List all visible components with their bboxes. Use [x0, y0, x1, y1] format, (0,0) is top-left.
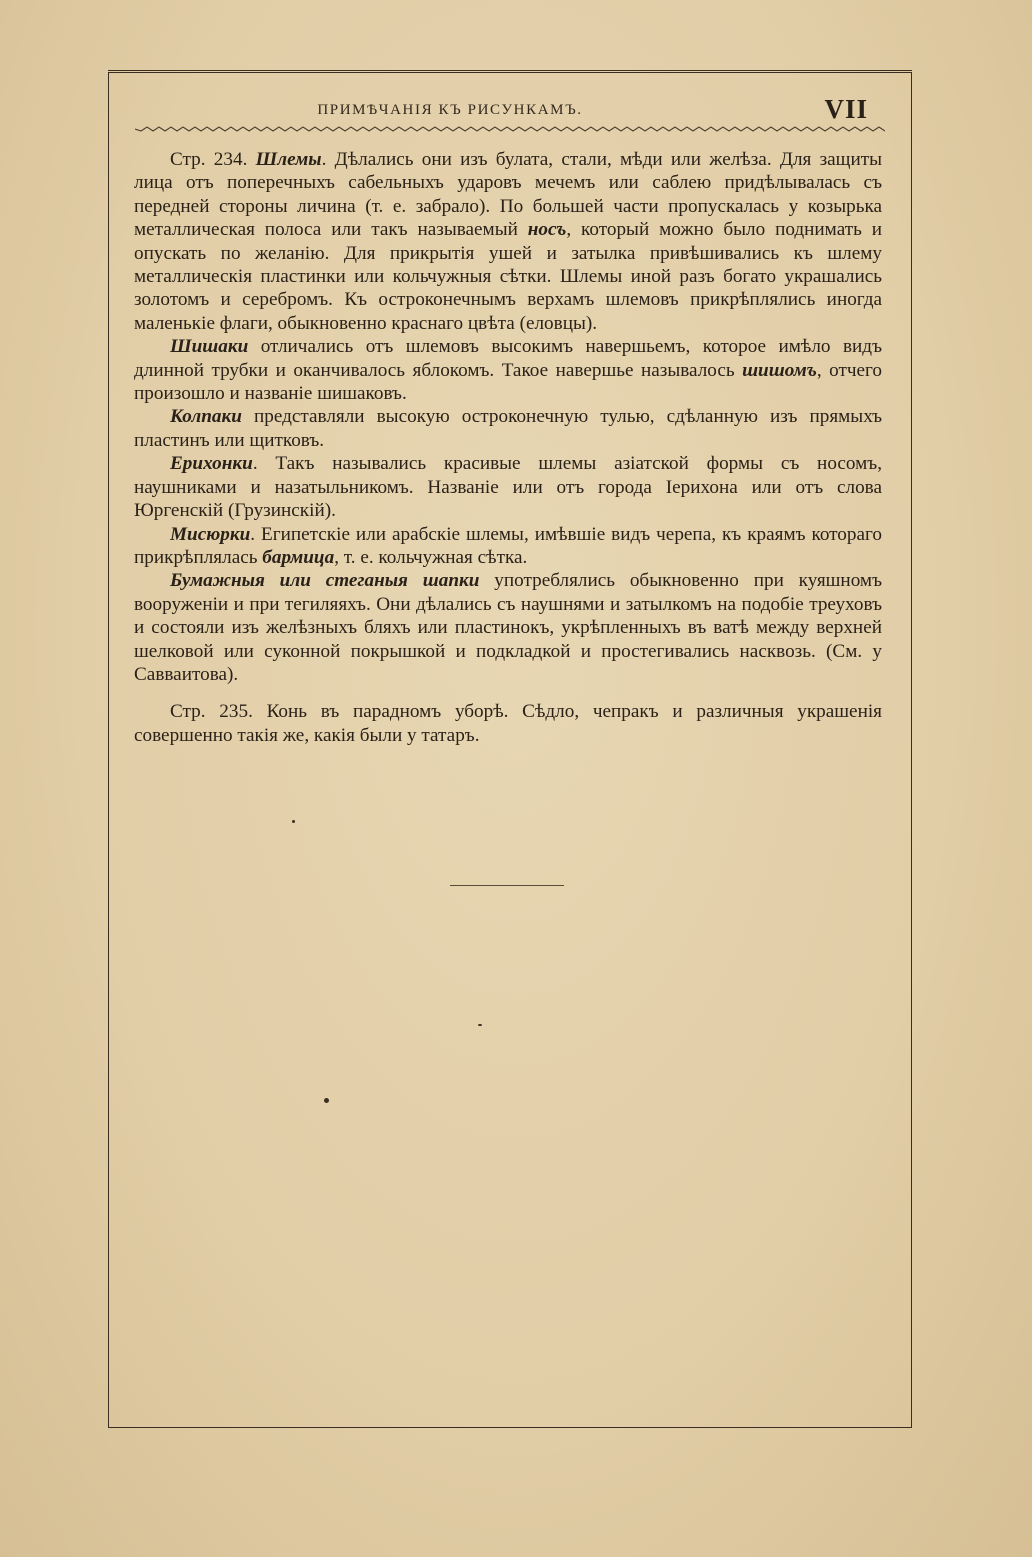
- note-term: Бумажныя или стеганыя шапки: [170, 570, 480, 592]
- note-term: Мисюрки: [170, 523, 251, 545]
- note-text: . Египетскіе или арабскіе шлемы, имѣвшіе видъ черепа, къ краямъ котораго прикрѣплялась: [134, 523, 882, 568]
- note-text: , который можно было поднимать и опускать по желанію. Для прикрытія ушей и затылка привѣшивались къ шлему металлическія пластинки или кольчужныя сѣтки. Шлемы иной разъ богато украшались золотомъ и серебромъ. Къ остроконечнымъ верхамъ шлемовъ прикрѣплялись иногда маленькіе флаги, обыкновенно краснаго цвѣта (еловцы).: [134, 219, 882, 334]
- notes-body: [134, 148, 882, 747]
- print-speck: [478, 1024, 482, 1026]
- page-reference: Стр. 235.: [170, 701, 267, 723]
- print-speck: [292, 820, 295, 823]
- frame-top-rule: [108, 70, 912, 71]
- note-term: Колпаки: [170, 406, 242, 428]
- page-reference: Стр. 234.: [170, 149, 256, 170]
- note-text: Конь въ парадномъ уборѣ. Сѣдло, чепракъ и различныя украшенія совершенно такія же, какія были у татаръ.: [134, 701, 882, 746]
- note-text: употреблялись обыкновенно при куяшномъ вооруженіи и при тегиляяхъ. Они дѣлались съ наушнями и затылкомъ на подобіе треуховъ и состояли изъ желѣзныхъ бляхъ или пластинокъ, укрѣпленныхъ въ ватѣ между верхней шелковой или суконной покрышкой и подкладкой и простегивались насквозь. (См. у Савваитова).: [134, 570, 882, 685]
- note-text: представляли высокую остроконечную тулью, сдѣланную изъ прямыхъ пластинъ или щитковъ.: [134, 406, 882, 451]
- note-term: бармица: [262, 546, 335, 568]
- page-number: VII: [824, 94, 868, 124]
- note-paragraph: [134, 700, 882, 747]
- note-term: Шишаки: [170, 336, 249, 358]
- note-term: Шлемы: [255, 149, 322, 170]
- running-head: [140, 94, 880, 124]
- note-text: , т. е. кольчужная сѣтка.: [334, 546, 528, 568]
- note-text: . Такъ назывались красивые шлемы азіатской формы съ носомъ, наушниками и назатыльникомъ. Названіе или отъ города Іерихона или отъ слова Юргенскій (Грузинскій).: [134, 453, 882, 522]
- note-term: шишомъ: [742, 359, 817, 381]
- note-paragraph: [134, 569, 882, 686]
- note-paragraph: [134, 452, 882, 522]
- ornamental-wavy-rule: [135, 123, 885, 135]
- note-text: . Дѣлались они изъ булата, стали, мѣди или желѣза. Для защиты лица отъ поперечныхъ сабельныхъ ударовъ мечемъ или саблею придѣлывалась съ передней стороны личина (т. е. забрало). По большей части пропускалась у козырька металлическая полоса или такъ называемый: [134, 149, 883, 241]
- note-term: Ерихонки: [170, 453, 253, 475]
- note-paragraph: [134, 523, 882, 570]
- print-speck: [324, 1098, 329, 1103]
- note-term: носъ: [527, 219, 567, 241]
- note-paragraph: [134, 405, 882, 452]
- note-text: отличались отъ шлемовъ высокимъ навершьемъ, которое имѣло видъ длинной трубки и оканчивалось яблокомъ. Такое навершье называлось: [134, 336, 882, 381]
- note-paragraph: [134, 335, 882, 405]
- note-paragraph: [134, 148, 882, 335]
- note-text: , отчего произошло и названіе шишаковъ.: [134, 359, 882, 405]
- section-divider: [450, 885, 564, 886]
- running-title: ПРИМѢЧАНІЯ КЪ РИСУНКАМЪ.: [317, 102, 583, 118]
